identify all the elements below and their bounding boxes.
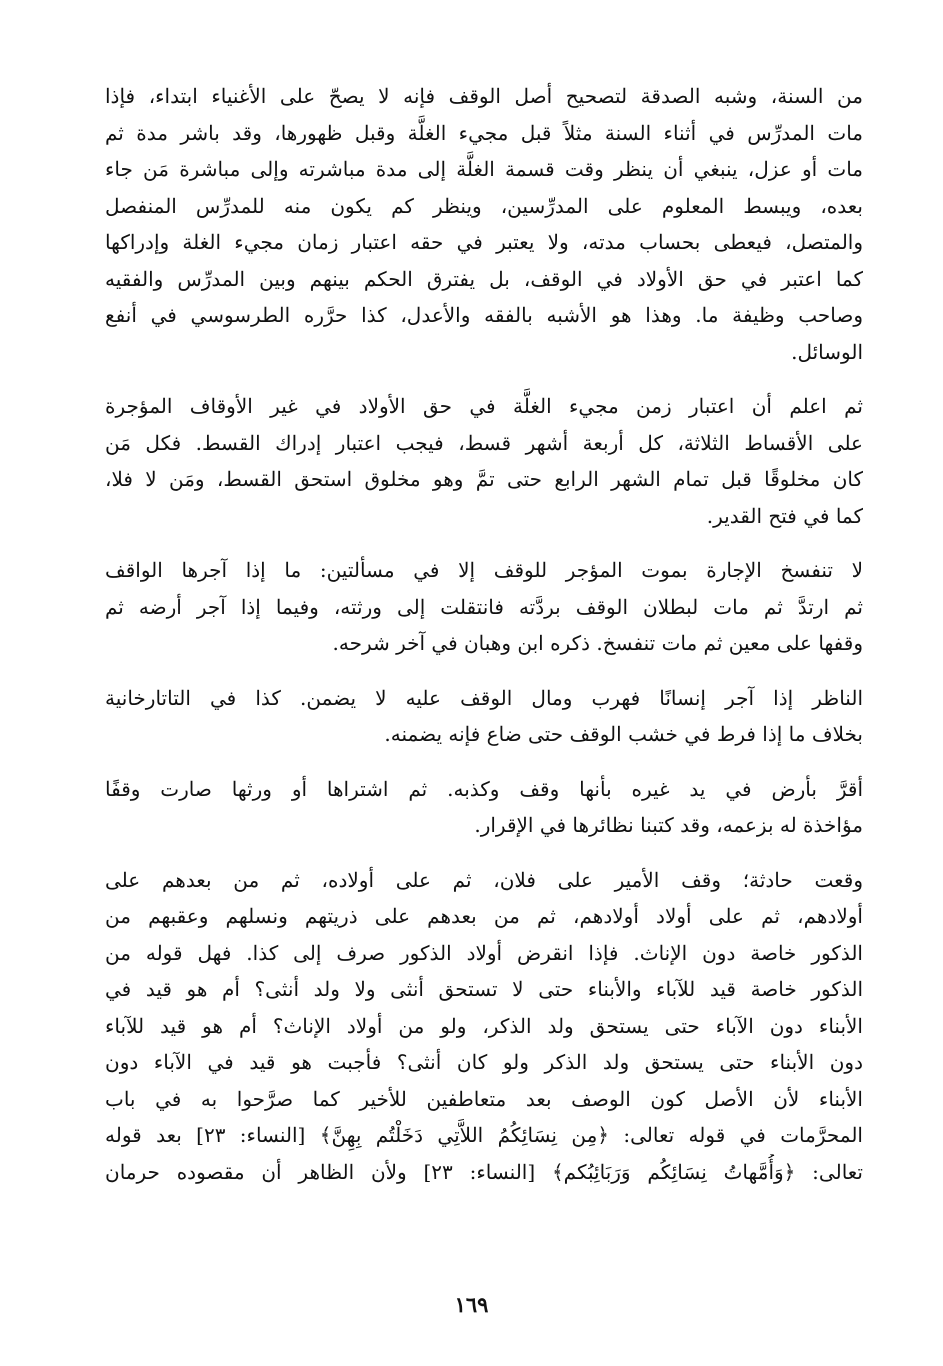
text-line: المحرَّمات في قوله تعالى: ﴿مِن نِسَائِكُمُ اللاَّتِي دَخَلْتُم بِهِنَّ﴾ [النساء: ٢٣] بعد قوله (105, 1123, 863, 1147)
text-line: على الأقساط الثلاثة، كل أربعة أشهر قسط، فيجب اعتبار إدراك القسط. فكل مَن (105, 430, 863, 455)
text-line: ثم اعلم أن اعتبار زمن مجيء الغلَّة في حق الأولاد في غير الأوقاف المؤجرة (105, 394, 863, 418)
text-line: والمتصل، فيعطى بحساب مدته، ولا يعتبر في حقه اعتبار زمان مجيء الغلة وإدراكها (105, 230, 863, 254)
text-line: وقفها على معين ثم مات تنفسخ. ذكره ابن وهبان في آخر شرحه. (332, 631, 863, 655)
text-line: كان مخلوقًا قبل تمام الشهر الرابع حتى تمَّ وهو مخلوق استحق القسط، ومَن لا فلا، (105, 467, 863, 491)
text-line: تعالى: ﴿وَأُمَّهاتُ نِسَائِكُم وَرَبَائِبُكم﴾ [النساء: ٢٣] ولأن الظاهر أن مقصوده حرمان (105, 1159, 863, 1184)
text-line: كما في فتح القدير. (706, 503, 863, 528)
page-number: ١٦٩ (454, 1292, 489, 1317)
paragraph-6 (105, 862, 863, 1191)
text-line: لا تنفسخ الإجارة بموت المؤجر للوقف إلا في مسألتين: ما إذا آجرها الواقف (105, 558, 863, 582)
text-line: مات المدرِّس في أثناء السنة مثلاً قبل مجيء الغلَّة وقبل ظهورها، وقد باشر مدة ثم (105, 120, 863, 145)
text-line: من السنة، وشبه الصدقة لتصحيح أصل الوقف فإنه لا يصحّ على الأغنياء ابتداء، فإذا (105, 84, 863, 108)
text-line: الناظر إذا آجر إنسانًا فهرب ومال الوقف عليه لا يضمن. كذا في التاتارخانية (105, 685, 863, 710)
text-line: مات أو عزل، ينبغي أن ينظر وقت قسمة الغلَّة إلى مدة مباشرته وإلى مباشرة مَن جاء (105, 157, 863, 181)
text-line: وصاحب وظيفة ما. وهذا هو الأشبه بالفقه والأعدل، كذا حرَّره الطرسوسي في أنفع (105, 303, 863, 327)
text-line: الذكور خاصة قيد للآباء والأبناء حتى لا تستحق أنثى ولا ولد أنثى؟ أم هو قيد في (105, 977, 863, 1001)
paragraph-2 (105, 388, 863, 534)
paragraph-5 (105, 771, 863, 844)
text-line: الأبناء لأن الأصل كون الوصف بعد متعاطفين للأخير كما صرَّحوا به في باب (105, 1086, 863, 1111)
text-line: أولادهم، ثم على أولاد أولادهم، ثم من بعدهم على ذريتهم ونسلهم وعقبهم من (105, 904, 863, 928)
text-line: بخلاف ما إذا فرط في خشب الوقف حتى ضاع فإنه يضمنه. (384, 722, 863, 746)
text-line: كما اعتبر في حق الأولاد في الوقف، بل يفترق الحكم بينهم وبين المدرِّس والفقيه (105, 266, 863, 291)
paragraph-1 (105, 78, 863, 370)
text-line: مؤاخذة له بزعمه، وقد كتبنا نظائرها في الإقرار. (474, 813, 863, 837)
text-line: أقرَّ بأرض في يد غيره بأنها وقف وكذبه. ثم اشتراها أو ورثها صارت وقفًا (105, 776, 863, 801)
text-line: الذكور خاصة دون الإناث. فإذا انقرض أولاد الذكور صرف إلى كذا. فهل قوله من (105, 940, 863, 965)
text-line: الوسائل. (791, 339, 863, 364)
text-line: بعده، ويبسط المعلوم على المدرِّسين، وينظر كم يكون منه للمدرِّس المنفصل (105, 193, 863, 218)
text-line: دون الأبناء حتى يستحق ولد الذكر ولو كان أنثى؟ فأجبت هو قيد في الآباء دون (105, 1050, 863, 1074)
page-body (105, 78, 863, 1208)
text-line: ثم ارتدَّ ثم مات لبطلان الوقف بردَّته فانتقلت إلى ورثته، وفيما إذا آجر أرضه ثم (105, 594, 863, 619)
text-line: وقعت حادثة؛ وقف الأمير على فلان، ثم على أولاده، ثم من بعدهم على (105, 867, 863, 892)
paragraph-3 (105, 552, 863, 662)
paragraph-4 (105, 680, 863, 753)
text-line: الأبناء دون الآباء حتى يستحق ولد الذكر، ولو من أولاد الإناث؟ أم هو قيد للآباء (105, 1013, 863, 1038)
